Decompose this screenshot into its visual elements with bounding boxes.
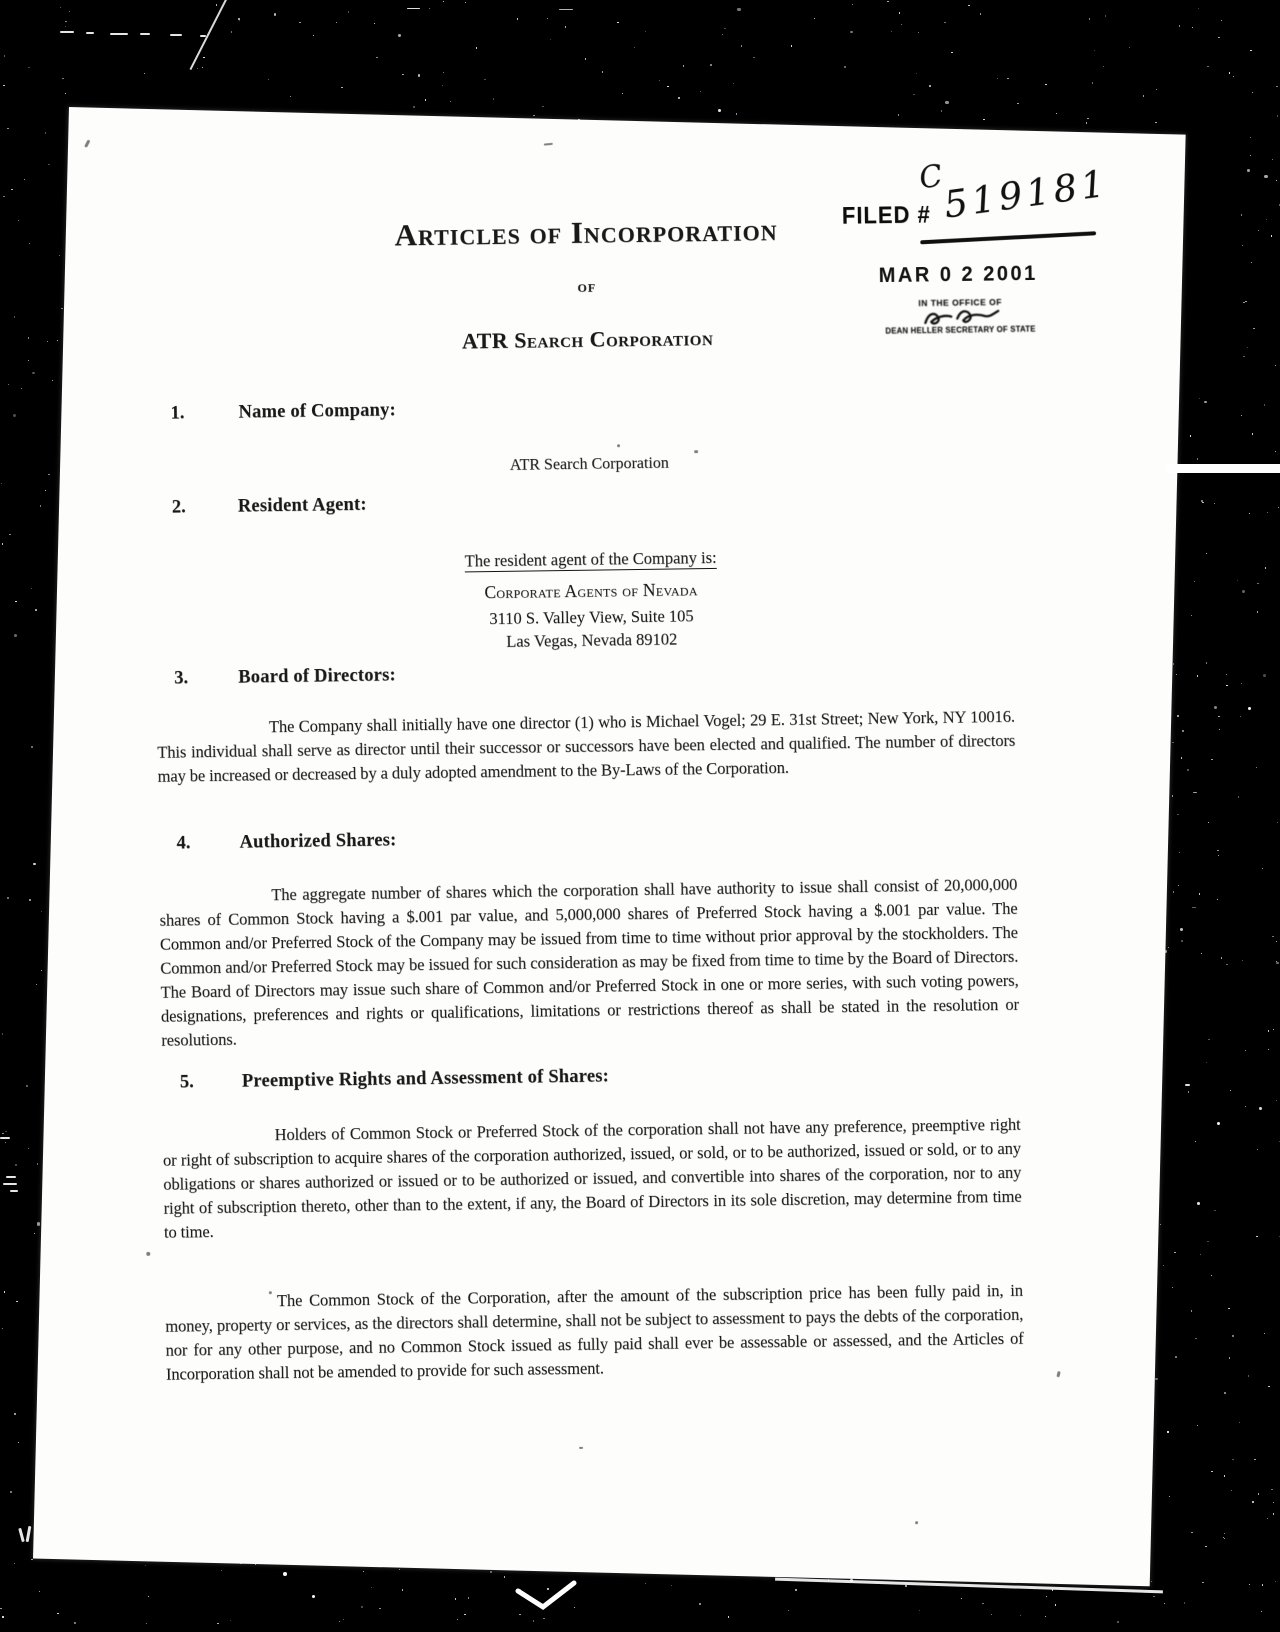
office-stamp-line: IN THE OFFICE OF [865,296,1055,309]
filed-date-stamp: MAR 0 2 2001 [879,262,1038,288]
section-4-heading: Authorized Shares: [239,830,396,853]
page-speck [694,450,698,453]
page-speck [146,1252,150,1256]
page-speck [84,139,90,147]
resident-agent-intro-text: The resident agent of the Company is: [464,548,716,573]
document-title-of: of [87,270,1087,304]
section-3-body: The Company shall initially have one director (1) who is Michael Vogel; 29 E. 31st Street; New York, NY 10016. This individual shall serve as director until their successor or successors have been elected and qualified. The number of directors may be increased or decreased by a duly adopted amendment to the By-Laws of the Corporation. [157,705,1016,789]
company-name-value: ATR Search Corporation [89,449,1089,481]
page-speck [1056,1371,1060,1378]
resident-agent-address-2: Las Vegas, Nevada 89102 [92,622,1092,659]
page-speck [579,1447,583,1449]
page-speck [617,444,620,447]
section-2-number: 2. [172,497,186,518]
filed-stamp-label: FILED # [842,201,931,230]
page-speck [915,1521,918,1524]
filing-number-handwritten: 519181 [941,162,1111,227]
filing-number-prefix: C [917,158,946,196]
document-title: Articles of Incorporation [86,208,1086,258]
page-speck [544,143,553,146]
section-5-body-1: Holders of Common Stock or Preferred Stock of the corporation shall not have any preference, preemptive right or right of subscription to acquire shares of the corporation authorized, issued, or sold, or to be authorized, issued or sold, or to any obligations or shares authorized or issued or to be authorized or issued, and convertible into shares of the corporation, nor to any right of subscription thereto, other than to the extent, if any, the Board of Directors in its sole discretion, may determine from time to time. [162,1113,1022,1245]
section-3-heading: Board of Directors: [238,665,396,688]
section-3-number: 3. [174,668,188,689]
section-4-body: The aggregate number of shares which the corporation shall have authority to issue shall consist of 20,000,000 shares of Common Stock having a $.001 par value, and 5,000,000 shares of Preferred Stock having a $.001 par value. The Common and/or Preferred Stock of the Company may be issued from time to time without prior approval by the stockholders. The Common and/or Preferred Stock may be issued for such consideration as may be fixed from time to time by the Board of Directors. The Board of Directors may issue such share of Common and/or Preferred Stock in one or more series, with such voting powers, designations, preferences and rights or qualifications, limitations or restrictions thereof as shall be stated in the resolution or resolutions. [159,873,1019,1053]
page-speck [269,1291,272,1294]
secretary-of-state-stamp [865,296,1055,336]
section-5-number: 5. [180,1072,194,1093]
section-1-number: 1. [170,403,184,424]
section-4-number: 4. [176,833,190,854]
section-5-heading: Preemptive Rights and Assessment of Shares: [242,1066,609,1092]
document-company-title: ATR Search Corporation [87,320,1087,360]
resident-agent-address-1: 3110 S. Valley View, Suite 105 [91,599,1091,636]
resident-agent-name: Corporate Agents of Nevada [91,574,1091,609]
secretary-stamp-line: DEAN HELLER SECRETARY OF STATE [865,324,1055,336]
section-1-heading: Name of Company: [238,400,396,423]
section-5-body-2: The Common Stock of the Corporation, after the amount of the subscription price has been fully paid in, in money, property or services, as the directors shall determine, shall not be subject to assessment to pays the debts of the corporation, nor for any other purpose, and no Common Stock issued as fully paid shall ever be assessable or assessed, and the Articles of Incorporation shall not be amended to provide for such assessment. [165,1279,1024,1387]
section-2-heading: Resident Agent: [238,495,367,518]
resident-agent-intro [91,543,1091,577]
